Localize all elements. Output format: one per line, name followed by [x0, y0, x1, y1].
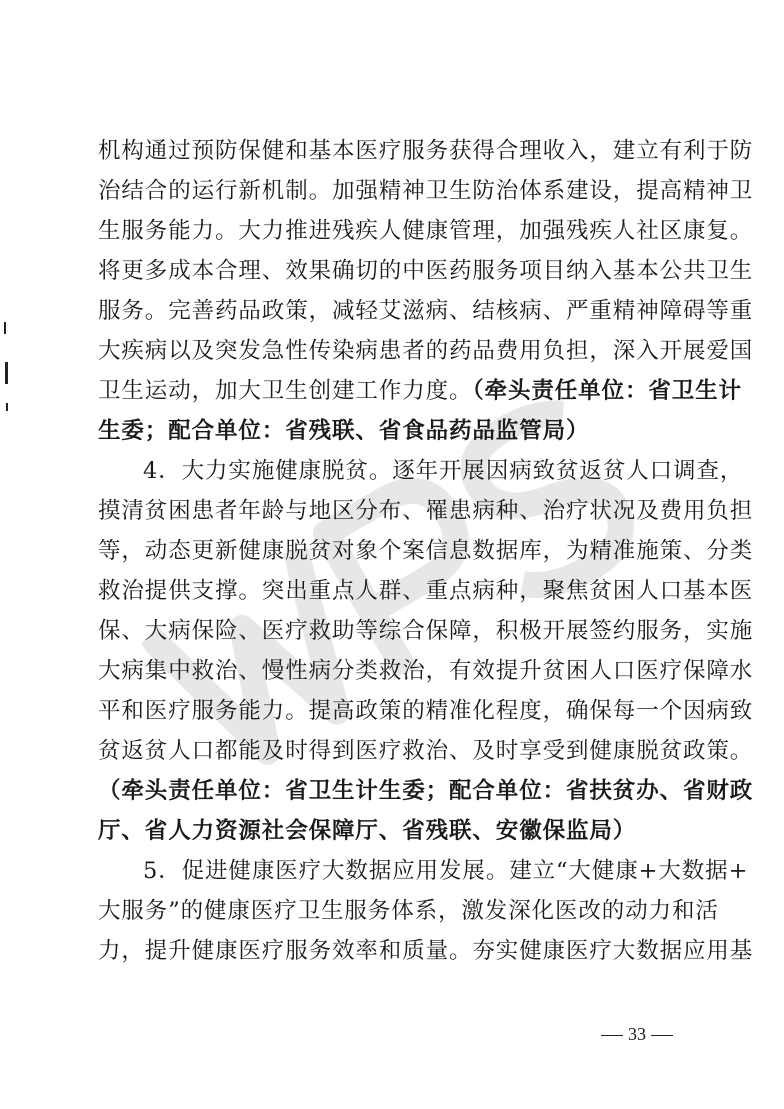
body-line-15: 平和医疗服务能力。提高政策的精准化程度，确保每一个因病致	[98, 698, 754, 724]
body-line-11: 等，动态更新健康脱贫对象个案信息数据库，为精准施策、分类	[98, 538, 754, 564]
responsible-unit-line-1: 生委；配合单位：省残联、省食品药品监管局）	[98, 418, 590, 444]
body-line-2: 治结合的运行新机制。加强精神卫生防治体系建设，提高精神卫	[98, 178, 754, 204]
body-line-13: 保、大病保险、医疗救助等综合保障，积极开展签约服务，实施	[98, 618, 754, 644]
responsible-unit-line-2: （牵头责任单位：省卫生计生委；配合单位：省扶贫办、省财政	[98, 778, 754, 804]
responsible-unit-start: （牵头责任单位：省卫生计	[472, 378, 742, 404]
section-4-heading-line: 4．大力实施健康脱贫。逐年开展因病致贫返贫人口调查，	[143, 458, 744, 484]
scan-margin-mark	[4, 322, 6, 334]
scan-margin-mark	[5, 362, 8, 384]
body-line-12: 救治提供支撑。突出重点人群、重点病种，聚焦贫困人口基本医	[98, 578, 754, 604]
body-line-7	[98, 371, 742, 411]
body-line-10: 摸清贫困患者年龄与地区分布、罹患病种、治疗状况及费用负担	[98, 498, 754, 524]
body-line-20: 大服务”的健康医疗卫生服务体系，激发深化医改的动力和活	[98, 898, 719, 924]
body-line-3: 生服务能力。大力推进残疾人健康管理，加强残疾人社区康复。	[98, 218, 754, 244]
body-line-5: 服务。完善药品政策，减轻艾滋病、结核病、严重精神障碍等重	[98, 298, 754, 324]
body-line-6: 大疾病以及突发急性传染病患者的药品费用负担，深入开展爱国	[98, 338, 754, 364]
body-line-4: 将更多成本合理、效果确切的中医药服务项目纳入基本公共卫生	[98, 258, 754, 284]
body-line-1: 机构通过预防保健和基本医疗服务获得合理收入，建立有利于防	[98, 138, 754, 164]
body-line-16: 贫返贫人口都能及时得到医疗救治、及时享受到健康脱贫政策。	[98, 738, 754, 764]
page-number-dash-right	[651, 1035, 673, 1036]
scan-margin-mark	[6, 403, 8, 411]
page-number	[582, 1020, 692, 1048]
responsible-unit-line-3: 厅、省人力资源社会保障厅、省残联、安徽保监局）	[98, 818, 637, 844]
body-line-21: 力，提升健康医疗服务效率和质量。夯实健康医疗大数据应用基	[98, 938, 754, 964]
body-line-7-text: 卫生运动，加大卫生创建工作力度。	[98, 378, 473, 404]
page-number-value: 33	[628, 1024, 646, 1044]
body-line-14: 大病集中救治、慢性病分类救治，有效提升贫困人口医疗保障水	[98, 658, 754, 684]
page-number-dash-left	[601, 1035, 623, 1036]
section-5-heading-line: 5．促进健康医疗大数据应用发展。建立“大健康+大数据+	[143, 858, 749, 884]
